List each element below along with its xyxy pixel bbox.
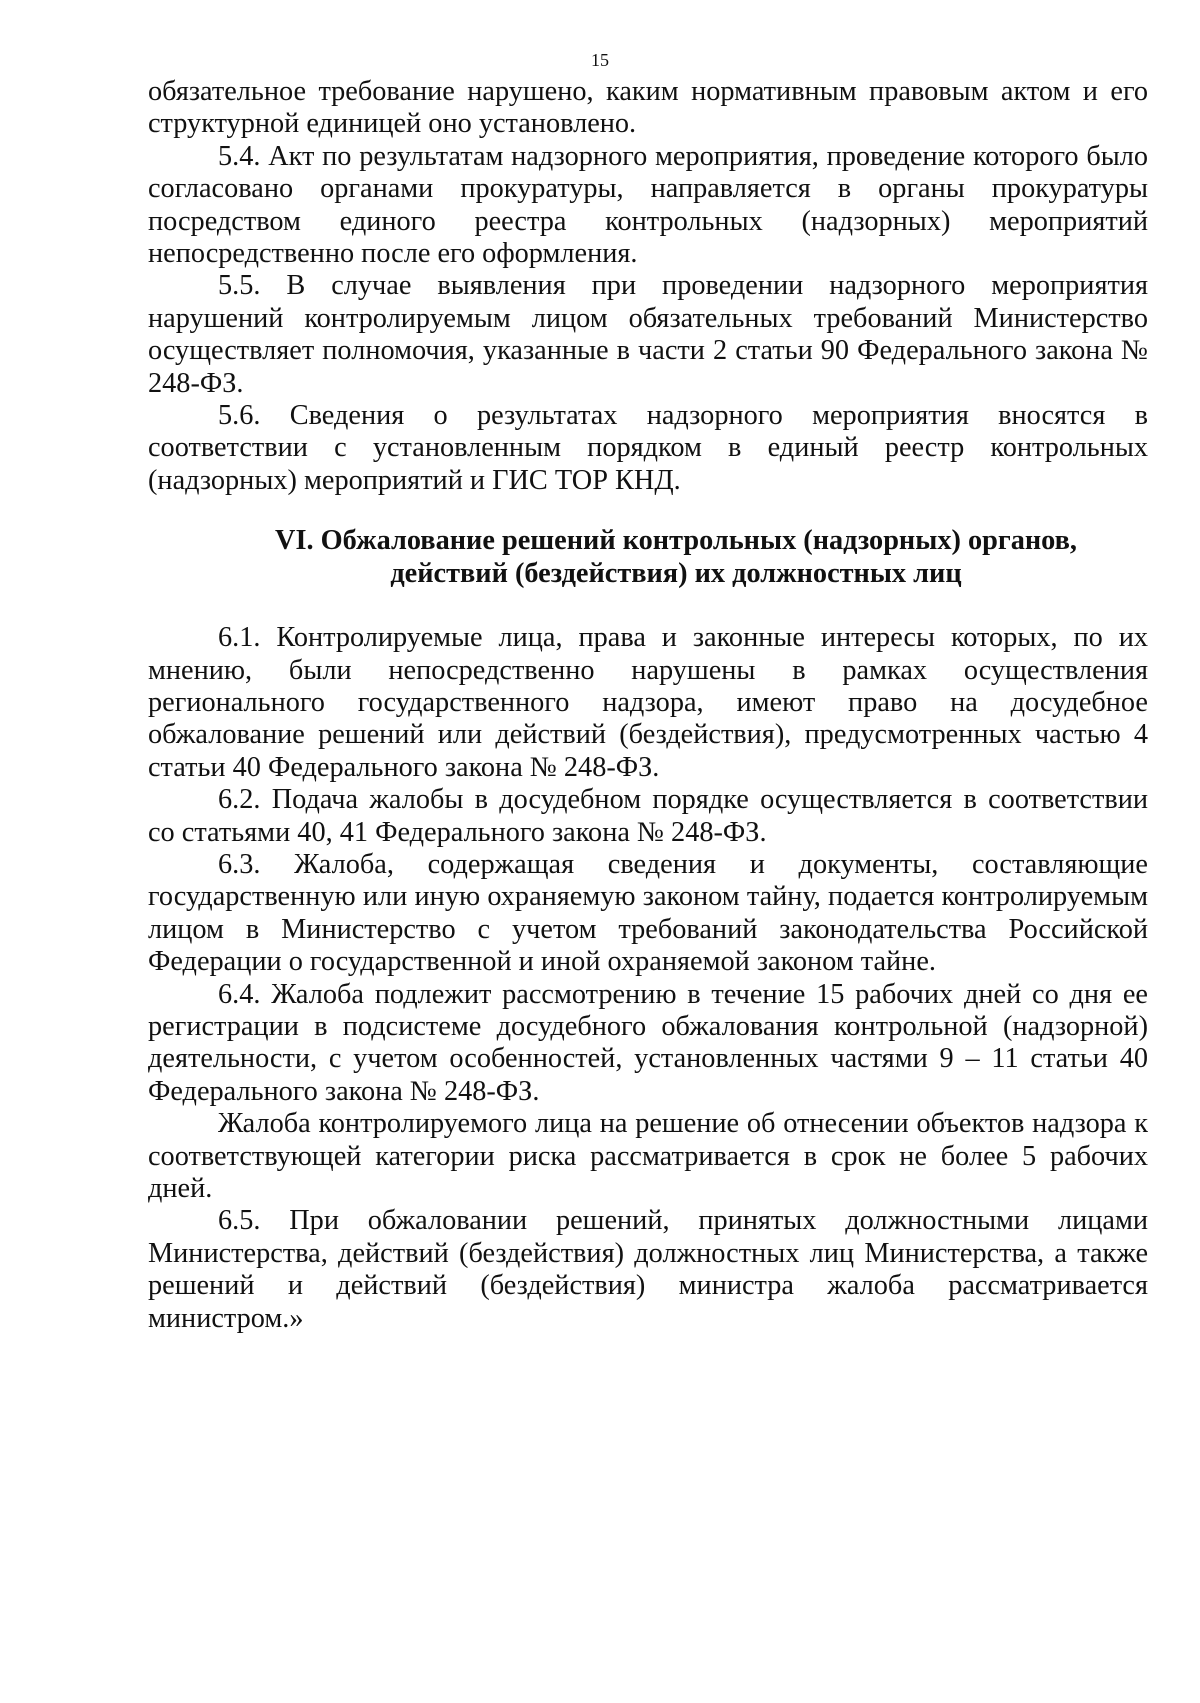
section-heading-line-2: действий (бездействия) их должностных лиц <box>390 557 962 589</box>
section-heading-line-1: VI. Обжалование решений контрольных (надзорных) органов, <box>275 525 1077 557</box>
paragraph-6-1: 6.1. Контролируемые лица, права и законные интересы которых, по их мнению, были непосредственно нарушены в рамках осуществления регионального государственного надзора, имеют право на досудебное обжалование решений или действий (бездействия), предусмотренных частью 4 статьи 40 Федерального закона № 248-ФЗ. <box>148 622 1148 783</box>
paragraph-6-3: 6.3. Жалоба, содержащая сведения и документы, составляющие государственную или иную охраняемую законом тайну, подается контролируемым лицом в Министерство с учетом требований законодательства Российской Федерации о государственной и иной охраняемой законом тайне. <box>148 848 1148 978</box>
paragraph-6-5: 6.5. При обжаловании решений, принятых должностными лицами Министерства, действий (бездействия) должностных лиц Министерства, а также решений и действий (бездействия) министра жалоба рассматривается министром.» <box>148 1205 1148 1334</box>
paragraph-5-4: 5.4. Акт по результатам надзорного мероприятия, проведение которого было согласовано органами прокуратуры, направляется в органы прокуратуры посредством единого реестра контрольных (надзорных) мероприятий непосредственно после его оформления. <box>148 140 1148 270</box>
page-number: 15 <box>591 50 609 70</box>
paragraph-6-4-extra: Жалоба контролируемого лица на решение об отнесении объектов надзора к соответствующей категории риска рассматривается в срок не более 5 рабочих дней. <box>148 1108 1148 1204</box>
document-body <box>148 76 1148 1335</box>
paragraph-6-2: 6.2. Подача жалобы в досудебном порядке осуществляется в соответствии со статьями 40, 41 Федерального закона № 248-ФЗ. <box>148 784 1148 848</box>
paragraph-5-6: 5.6. Сведения о результатах надзорного мероприятия вносятся в соответствии с установленным порядком в единый реестр контрольных (надзорных) мероприятий и ГИС ТОР КНД. <box>148 400 1148 496</box>
paragraph-6-4: 6.4. Жалоба подлежит рассмотрению в течение 15 рабочих дней со дня ее регистрации в подсистеме досудебного обжалования контрольной (надзорной) деятельности, с учетом особенностей, установленных частями 9 – 11 статьи 40 Федерального закона № 248-ФЗ. <box>148 978 1148 1107</box>
paragraph-5-5: 5.5. В случае выявления при проведении надзорного мероприятия нарушений контролируемым лицом обязательных требований Министерство осуществляет полномочия, указанные в части 2 статьи 90 Федерального закона № 248-ФЗ. <box>148 270 1148 399</box>
paragraph-continuation: обязательное требование нарушено, каким нормативным правовым актом и его структурной единицей оно установлено. <box>148 76 1148 140</box>
section-heading <box>148 525 1148 590</box>
